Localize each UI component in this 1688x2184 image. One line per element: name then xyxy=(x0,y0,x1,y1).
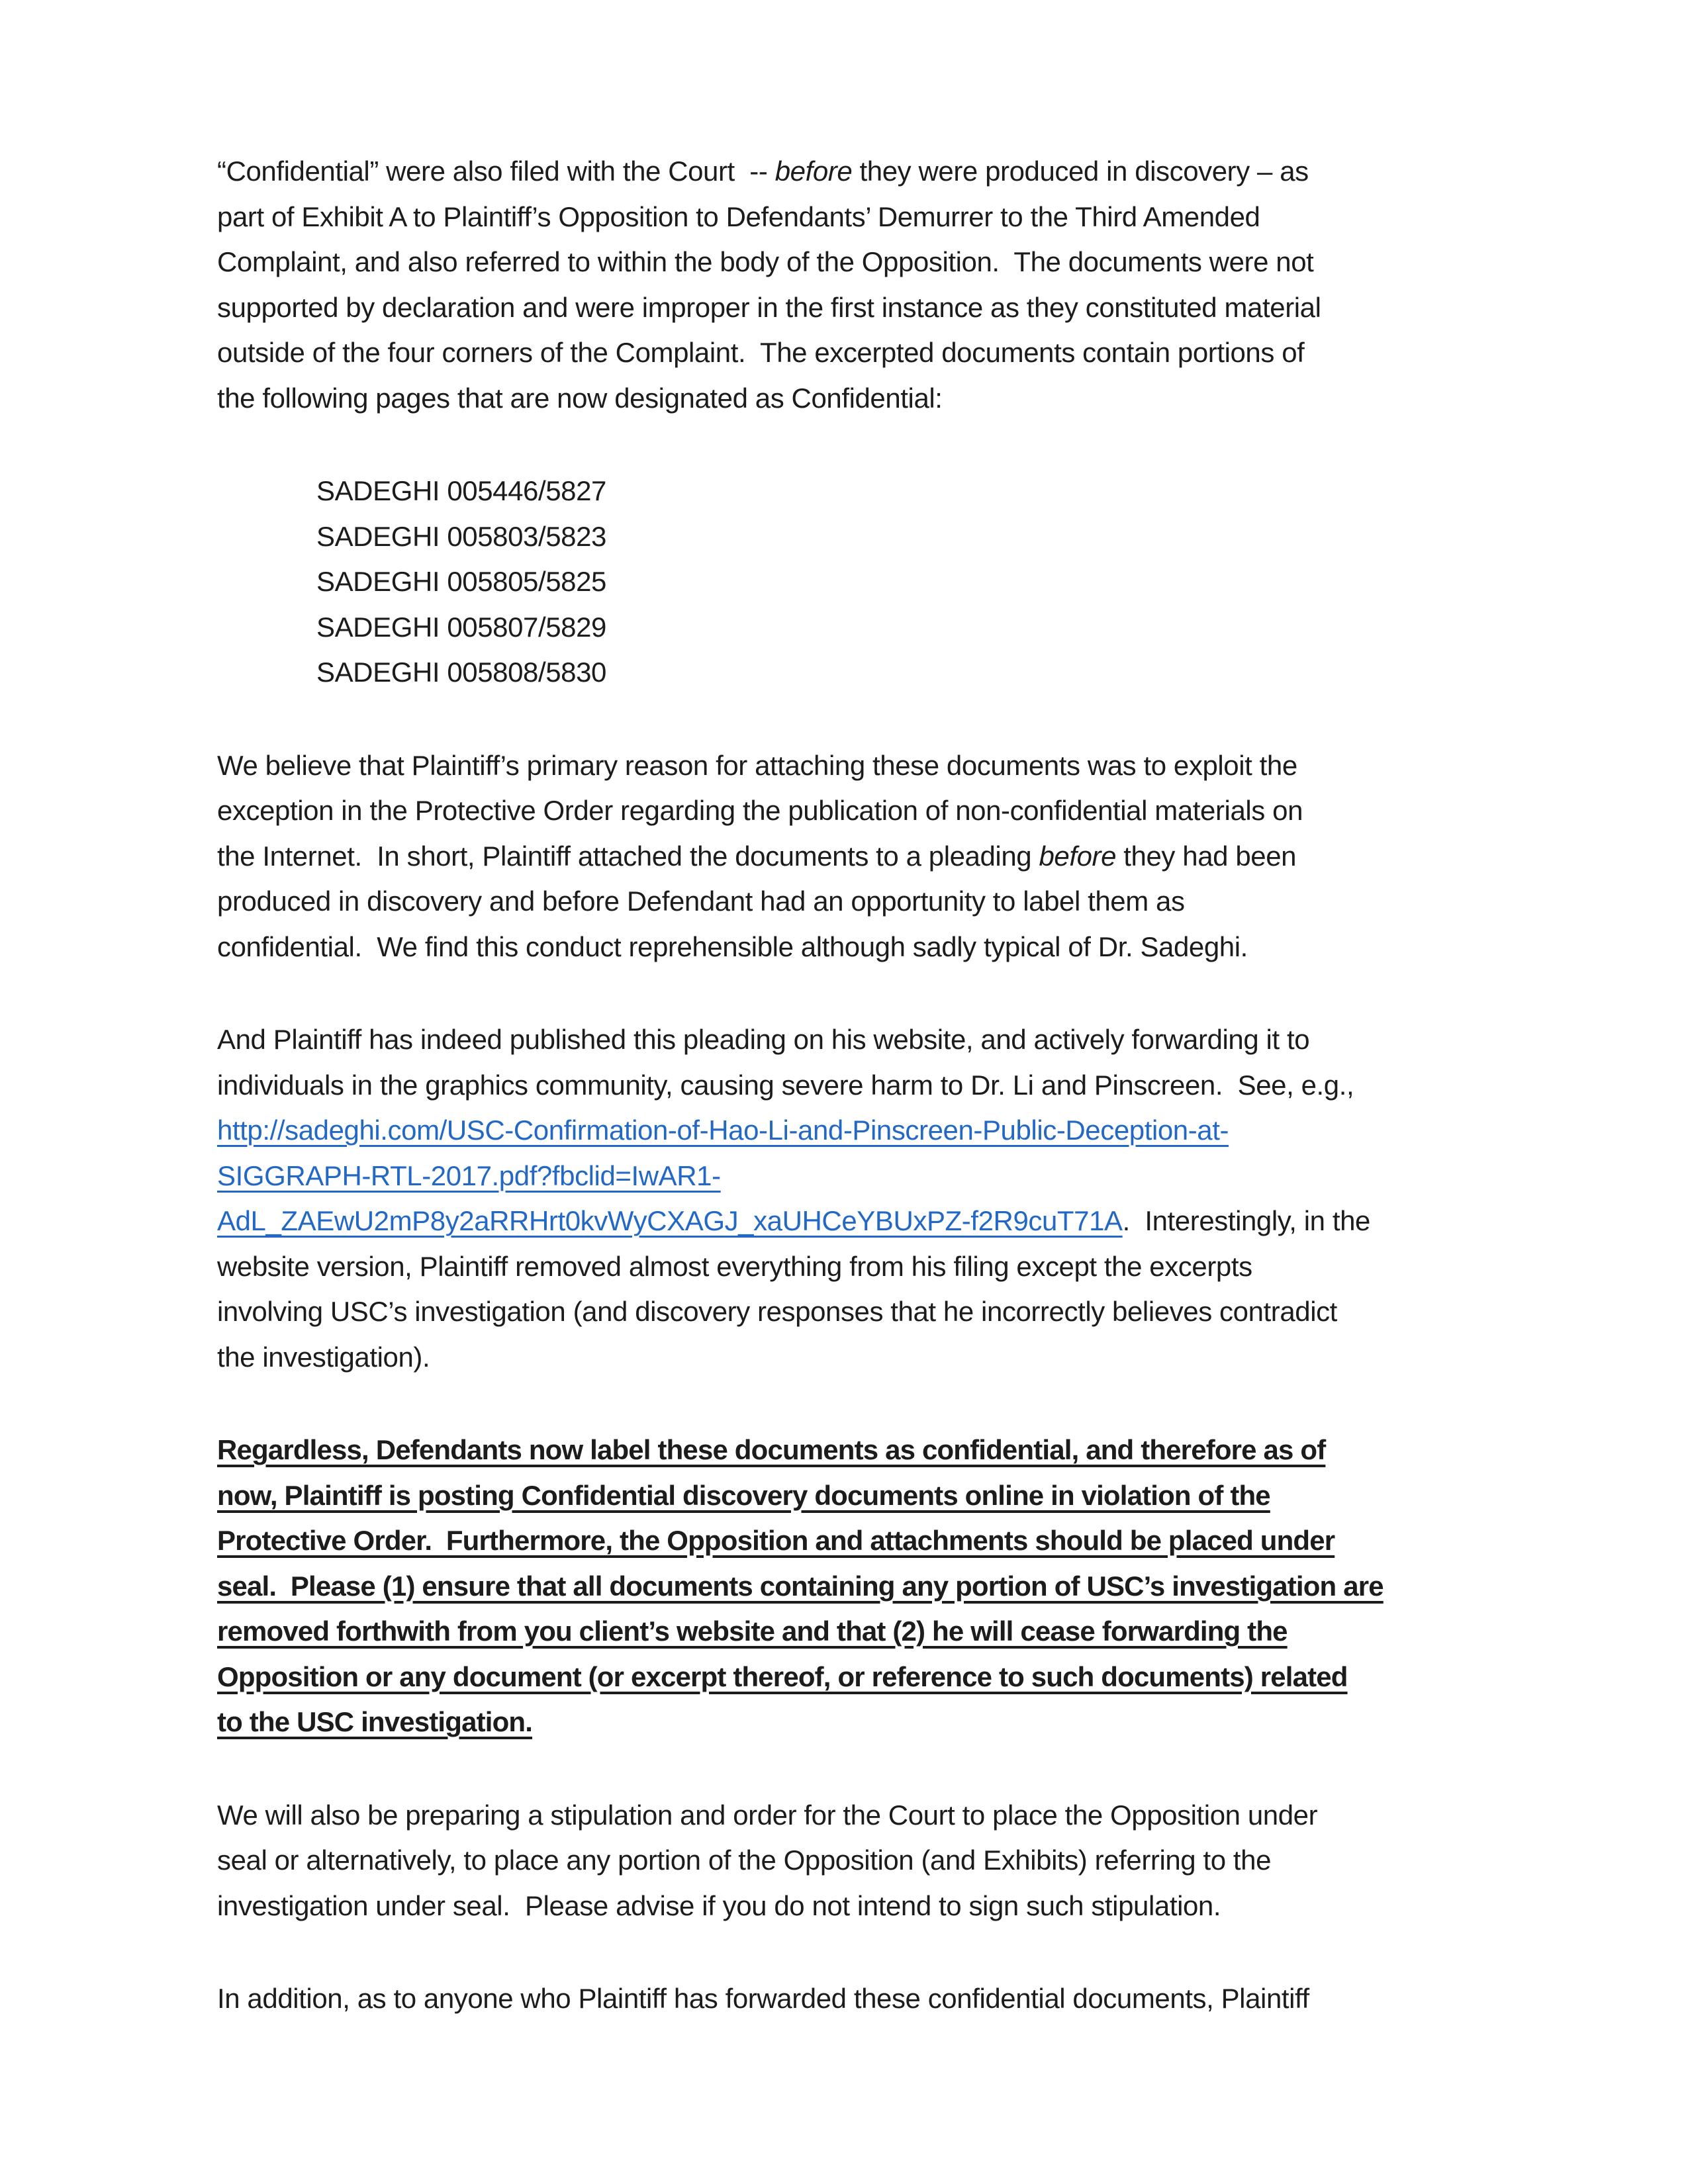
text-run: website version, Plaintiff removed almost everything from his filing except the excerpts xyxy=(217,1250,1252,1282)
text-line xyxy=(217,149,1541,195)
text-line xyxy=(217,788,1541,834)
text-line xyxy=(217,1473,1541,1519)
text-line xyxy=(217,1154,1541,1199)
text-run: individuals in the graphics community, causing severe harm to Dr. Li and Pinscreen. See, e.g., xyxy=(217,1069,1354,1101)
bates-list-item xyxy=(217,514,1541,560)
text-run: SADEGHI 005803/5823 xyxy=(316,520,606,552)
text-run: involving USC’s investigation (and discovery responses that he incorrectly believes contradict xyxy=(217,1296,1337,1327)
text-run: outside of the four corners of the Complaint. The excerpted documents contain portions of xyxy=(217,337,1305,368)
text-run: . Interestingly, in the xyxy=(1122,1205,1370,1236)
paragraph-exploit-exception xyxy=(217,743,1541,970)
text-line xyxy=(217,1838,1541,1884)
text-line xyxy=(217,285,1541,331)
sadeghi-pdf-hyperlink[interactable]: SIGGRAPH-RTL-2017.pdf?fbclid=IwAR1- xyxy=(217,1160,721,1191)
text-run: the investigation). xyxy=(217,1341,430,1373)
text-run: SADEGHI 005808/5830 xyxy=(316,657,606,688)
text-run: removed forthwith from you client’s website and that (2) he will cease forwarding the xyxy=(217,1615,1288,1647)
text-line xyxy=(217,1017,1541,1063)
bates-list-item xyxy=(217,650,1541,696)
text-run: now, Plaintiff is posting Confidential discovery documents online in violation of the xyxy=(217,1479,1270,1511)
text-run: Complaint, and also referred to within the body of the Opposition. The documents were not xyxy=(217,246,1314,277)
text-line xyxy=(217,1700,1541,1745)
text-line xyxy=(217,240,1541,285)
text-line xyxy=(217,834,1541,880)
italic-run-before: before xyxy=(1039,840,1117,872)
letter-body xyxy=(217,149,1541,2022)
text-run: they were produced in discovery – as xyxy=(852,156,1309,187)
text-line xyxy=(217,1976,1541,2022)
text-run: exception in the Protective Order regarding the publication of non-confidential materials on xyxy=(217,795,1303,826)
text-line xyxy=(217,743,1541,789)
text-line xyxy=(217,195,1541,240)
text-line xyxy=(217,1655,1541,1700)
bates-list-item xyxy=(217,469,1541,514)
text-line xyxy=(217,1884,1541,1929)
text-run: investigation under seal. Please advise if you do not intend to sign such stipulation. xyxy=(217,1889,1221,1921)
text-line xyxy=(217,1335,1541,1381)
text-line xyxy=(217,1428,1541,1473)
text-line xyxy=(217,1108,1541,1154)
text-run: We will also be preparing a stipulation and order for the Court to place the Opposition under xyxy=(217,1799,1318,1831)
text-line xyxy=(217,879,1541,925)
paragraph-stipulation xyxy=(217,1793,1541,1929)
text-run: produced in discovery and before Defendant had an opportunity to label them as xyxy=(217,886,1185,917)
text-line xyxy=(217,1518,1541,1564)
text-line xyxy=(217,1289,1541,1335)
text-line xyxy=(217,1244,1541,1290)
text-run: the Internet. In short, Plaintiff attached the documents to a pleading xyxy=(217,840,1039,872)
text-run: “Confidential” were also filed with the Court -- xyxy=(217,156,775,187)
text-run: they had been xyxy=(1116,840,1297,872)
paragraph-published-website xyxy=(217,1017,1541,1380)
text-line xyxy=(217,1199,1541,1244)
text-run: seal or alternatively, to place any portion of the Opposition (and Exhibits) referring to the xyxy=(217,1844,1272,1876)
text-run: Protective Order. Furthermore, the Opposition and attachments should be placed under xyxy=(217,1525,1335,1556)
text-run: We believe that Plaintiff’s primary reason for attaching these documents was to exploit the xyxy=(217,749,1297,781)
text-run: to the USC investigation. xyxy=(217,1706,533,1737)
text-run: In addition, as to anyone who Plaintiff has forwarded these confidential documents, Plaintiff xyxy=(217,1983,1309,2014)
text-run: seal. Please (1) ensure that all documents containing any portion of USC’s investigation are xyxy=(217,1570,1383,1602)
text-run: And Plaintiff has indeed published this pleading on his website, and actively forwarding it to xyxy=(217,1024,1310,1055)
text-line xyxy=(217,376,1541,422)
paragraph-filed-with-court xyxy=(217,149,1541,421)
text-run: Regardless, Defendants now label these documents as confidential, and therefore as of xyxy=(217,1434,1326,1465)
text-run: the following pages that are now designated as Confidential: xyxy=(217,382,943,414)
text-line xyxy=(217,1063,1541,1109)
text-run: SADEGHI 005446/5827 xyxy=(316,475,606,506)
text-run: supported by declaration and were improper in the first instance as they constituted material xyxy=(217,291,1321,323)
paragraph-in-addition xyxy=(217,1976,1541,2022)
bates-number-list xyxy=(217,469,1541,696)
text-run: confidential. We find this conduct reprehensible although sadly typical of Dr. Sadeghi. xyxy=(217,931,1248,962)
text-run: Opposition or any document (or excerpt thereof, or reference to such documents) related xyxy=(217,1661,1348,1692)
bates-list-item xyxy=(217,605,1541,651)
text-line xyxy=(217,925,1541,970)
text-run: SADEGHI 005805/5825 xyxy=(316,566,606,597)
italic-run-before: before xyxy=(774,156,853,187)
text-run: SADEGHI 005807/5829 xyxy=(316,611,606,643)
text-line xyxy=(217,1564,1541,1610)
sadeghi-pdf-hyperlink[interactable]: http://sadeghi.com/USC-Confirmation-of-Hao-Li-and-Pinscreen-Public-Deception-at- xyxy=(217,1115,1229,1146)
text-line xyxy=(217,330,1541,376)
text-line xyxy=(217,1793,1541,1839)
text-run: part of Exhibit A to Plaintiff’s Opposition to Defendants’ Demurrer to the Third Amended xyxy=(217,201,1260,232)
text-line xyxy=(217,1609,1541,1655)
sadeghi-pdf-hyperlink[interactable]: AdL_ZAEwU2mP8y2aRRHrt0kvWyCXAGJ_xaUHCeYBUxPZ-f2R9cuT71A xyxy=(217,1205,1123,1236)
paragraph-demand-bold-underlined xyxy=(217,1428,1541,1745)
bates-list-item xyxy=(217,559,1541,605)
